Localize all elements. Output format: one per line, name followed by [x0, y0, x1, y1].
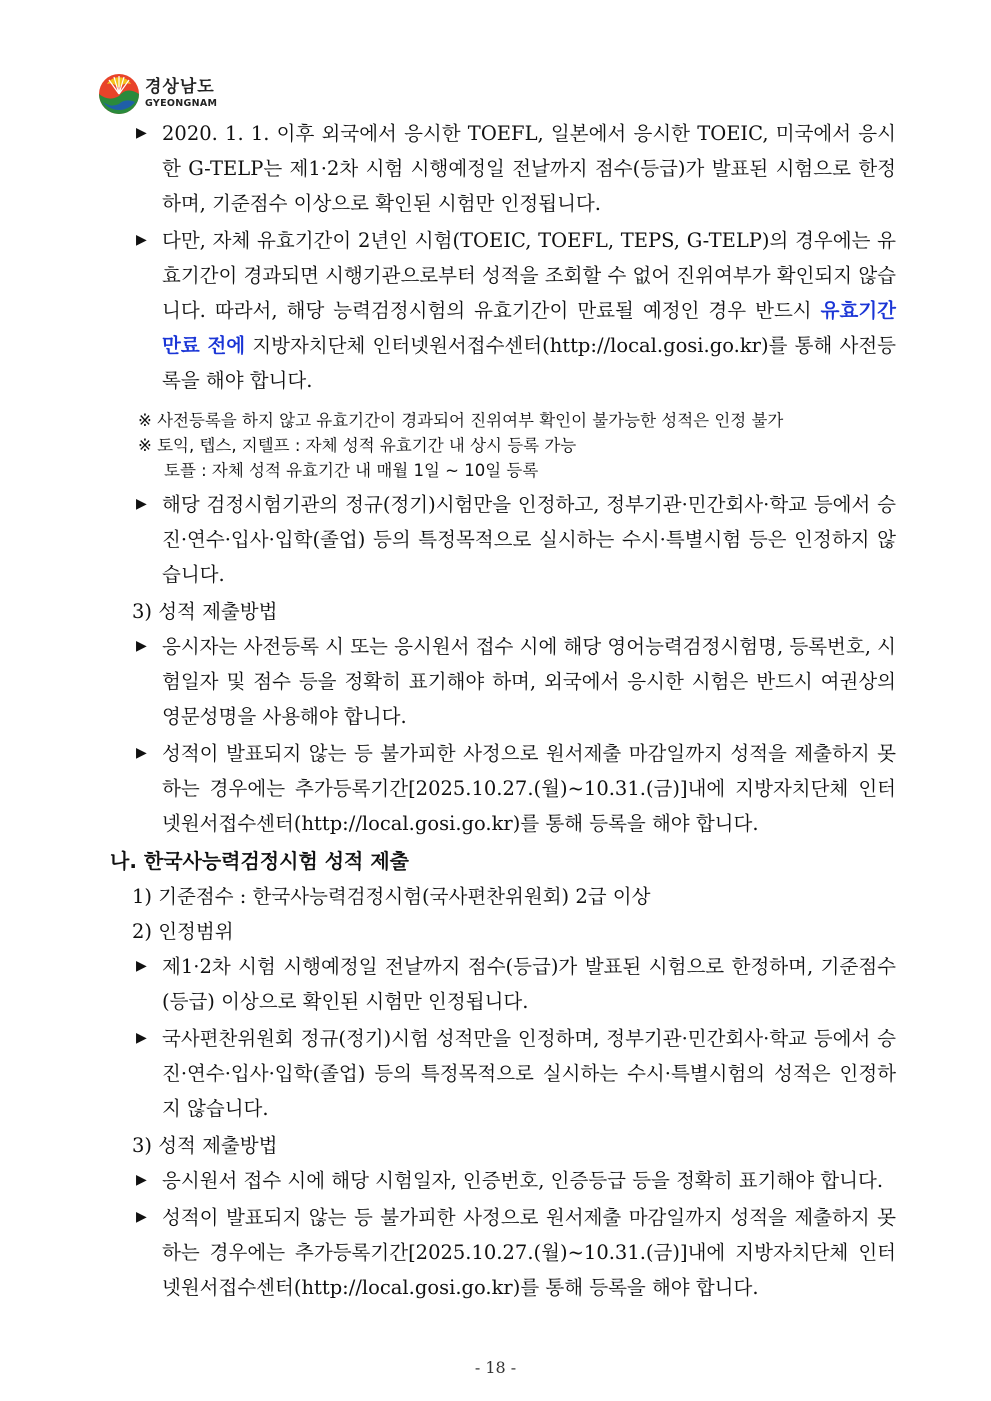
triangle-bullet-icon: ▶: [136, 496, 147, 512]
triangle-bullet-icon: ▶: [136, 1030, 147, 1046]
section-title: 나. 한국사능력검정시험 성적 제출: [110, 849, 409, 873]
paragraph: 제1·2차 시험 시행예정일 전날까지 점수(등급)가 발표된 시험으로 한정하며, 기준점수(등급) 이상으로 확인된 시험만 인정됩니다.: [162, 955, 896, 1013]
note: ※ 토익, 텝스, 지텔프 : 자체 성적 유효기간 내 상시 등록 가능: [138, 436, 577, 455]
paragraph: 응시자는 사전등록 시 또는 응시원서 접수 시에 해당 영어능력검정시험명, 등록번호, 시험일자 및 점수 등을 정확히 표기해야 하며, 외국에서 응시한 시험은 반드시 여권상의 영문성명을 사용해야 합니다.: [162, 635, 896, 728]
gyeongnam-logo: [97, 72, 217, 116]
triangle-bullet-icon: ▶: [136, 638, 147, 654]
paragraph: 지방자치단체 인터넷원서접수센터(http://local.gosi.go.kr)를 통해 사전등록을 해야 합니다.: [162, 334, 896, 392]
list-item: [136, 116, 896, 221]
highlight-text: 유효기간 만료 전에: [162, 299, 896, 357]
triangle-bullet-icon: ▶: [136, 125, 147, 141]
note: 토플 : 자체 성적 유효기간 내 매월 1일 ~ 10일 등록: [164, 461, 539, 480]
list-item: [136, 487, 896, 592]
paragraph: 2020. 1. 1. 이후 외국에서 응시한 TOEFL, 일본에서 응시한 TOEIC, 미국에서 응시한 G-TELP는 제1·2차 시험 시행예정일 전날까지 점수(등급)가 발표된 시험으로 한정하며, 기준점수 이상으로 확인된 시험만 인정됩니다.: [162, 122, 896, 215]
subheading: 1) 기준점수 : 한국사능력검정시험(국사편찬위원회) 2급 이상: [132, 885, 651, 908]
subheading: 3) 성적 제출방법: [132, 600, 278, 623]
list-item: [136, 1021, 896, 1126]
logo-english-text: GYEONGNAM: [145, 98, 218, 110]
gyeongnam-emblem-icon: [97, 72, 141, 116]
triangle-bullet-icon: ▶: [136, 232, 147, 248]
list-item: [136, 949, 896, 1019]
paragraph: 국사편찬위원회 정규(정기)시험 성적만을 인정하며, 정부기관·민간회사·학교 등에서 승진·연수·입사·입학(졸업) 등의 특정목적으로 실시하는 수시·특별시험의 성적은 인정하지 않습니다.: [162, 1027, 896, 1120]
triangle-bullet-icon: ▶: [136, 1172, 147, 1188]
paragraph: 성적이 발표되지 않는 등 불가피한 사정으로 원서제출 마감일까지 성적을 제출하지 못하는 경우에는 추가등록기간[2025.10.27.(월)~10.31.(금)]내에 지방자치단체 인터넷원서접수센터(http://local.gosi.go.kr)를 통해 등록을 해야 합니다.: [162, 742, 896, 835]
paragraph: 성적이 발표되지 않는 등 불가피한 사정으로 원서제출 마감일까지 성적을 제출하지 못하는 경우에는 추가등록기간[2025.10.27.(월)~10.31.(금)]내에 지방자치단체 인터넷원서접수센터(http://local.gosi.go.kr)를 통해 등록을 해야 합니다.: [162, 1206, 896, 1299]
list-item: [136, 629, 896, 734]
triangle-bullet-icon: ▶: [136, 745, 147, 761]
list-item: [136, 736, 896, 841]
list-item: [136, 223, 896, 398]
list-item: [136, 1163, 896, 1198]
page-number: - 18 -: [474, 1358, 517, 1377]
paragraph: 다만, 자체 유효기간이 2년인 시험(TOEIC, TOEFL, TEPS, G-TELP)의 경우에는 유효기간이 경과되면 시행기관으로부터 성적을 조회할 수 없어 진위여부가 확인되지 않습니다. 따라서, 해당 능력검정시험의 유효기간이 만료될 예정인 경우 반드시: [162, 229, 896, 322]
subheading: 3) 성적 제출방법: [132, 1134, 278, 1157]
paragraph: 응시원서 접수 시에 해당 시험일자, 인증번호, 인증등급 등을 정확히 표기해야 합니다.: [162, 1169, 884, 1192]
document-body: [0, 116, 991, 1307]
list-item: [136, 1200, 896, 1305]
paragraph: 해당 검정시험기관의 정규(정기)시험만을 인정하고, 정부기관·민간회사·학교 등에서 승진·연수·입사·입학(졸업) 등의 특정목적으로 실시하는 수시·특별시험 등은 인정하지 않습니다.: [162, 493, 896, 586]
triangle-bullet-icon: ▶: [136, 958, 147, 974]
subheading: 2) 인정범위: [132, 920, 234, 943]
note: ※ 사전등록을 하지 않고 유효기간이 경과되어 진위여부 확인이 불가능한 성적은 인정 불가: [138, 411, 784, 430]
logo-korean-text: 경상남도: [145, 77, 215, 98]
triangle-bullet-icon: ▶: [136, 1209, 147, 1225]
